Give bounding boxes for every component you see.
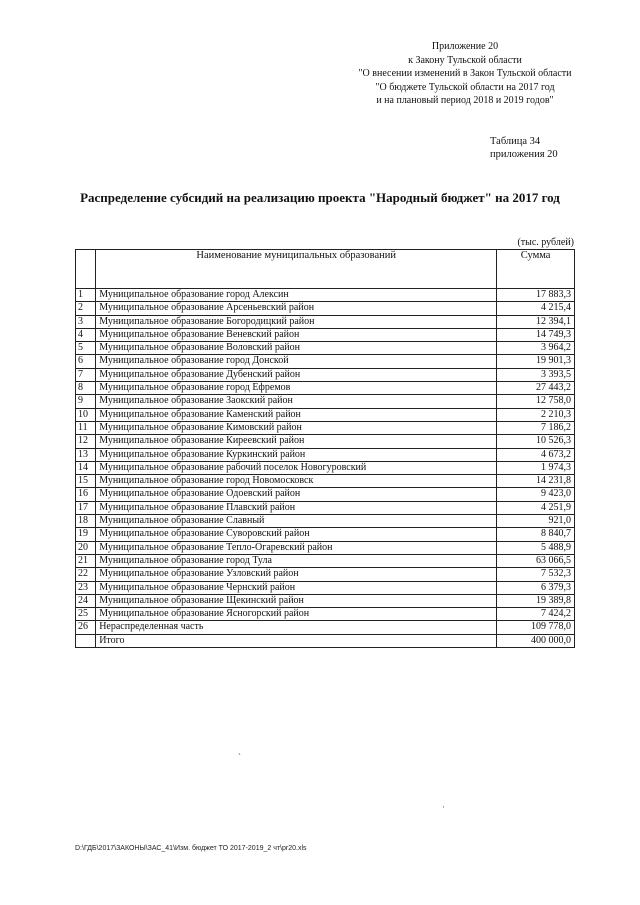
table-body xyxy=(76,289,575,648)
table-row xyxy=(76,342,575,355)
row-number: 19 xyxy=(76,528,96,541)
row-number: 22 xyxy=(76,568,96,581)
row-name: Муниципальное образование город Ефремов xyxy=(96,382,497,395)
table-row xyxy=(76,395,575,408)
row-sum: 17 883,3 xyxy=(497,289,575,302)
row-number: 20 xyxy=(76,541,96,554)
row-sum: 8 840,7 xyxy=(497,528,575,541)
row-sum: 7 186,2 xyxy=(497,421,575,434)
row-name: Муниципальное образование Ясногорский район xyxy=(96,608,497,621)
row-sum: 4 215,4 xyxy=(497,302,575,315)
row-sum: 19 389,8 xyxy=(497,594,575,607)
header-line: и на плановый период 2018 и 2019 годов" xyxy=(376,95,554,106)
table-row xyxy=(76,528,575,541)
table-appendix: приложения 20 xyxy=(490,149,558,160)
row-number: 7 xyxy=(76,368,96,381)
row-name: Муниципальное образование Воловский район xyxy=(96,342,497,355)
table-row xyxy=(76,448,575,461)
row-number: 16 xyxy=(76,488,96,501)
row-sum: 1 974,3 xyxy=(497,461,575,474)
row-number: 10 xyxy=(76,408,96,421)
row-name: Муниципальное образование город Донской xyxy=(96,355,497,368)
header-num-cell xyxy=(76,250,96,289)
table-row xyxy=(76,421,575,434)
row-sum: 19 901,3 xyxy=(497,355,575,368)
header-line: "О внесении изменений в Закон Тульской области xyxy=(358,68,572,79)
file-path: D:\ГДБ\2017\ЗАКОНЫ\ЗАС_41\Изм. бюджет ТО 2017-2019_2 чт\pr20.xls xyxy=(75,845,307,852)
row-sum: 4 673,2 xyxy=(497,448,575,461)
row-number: 23 xyxy=(76,581,96,594)
row-sum: 109 778,0 xyxy=(497,621,575,634)
units-label: (тыс. рублей) xyxy=(517,237,574,248)
row-sum: 400 000,0 xyxy=(497,634,575,647)
row-name: Муниципальное образование рабочий поселок Новогуровский xyxy=(96,461,497,474)
row-name: Итого xyxy=(96,634,497,647)
row-number: 14 xyxy=(76,461,96,474)
row-number: 1 xyxy=(76,289,96,302)
row-sum: 7 532,3 xyxy=(497,568,575,581)
table-row xyxy=(76,515,575,528)
header-line: к Закону Тульской области xyxy=(408,54,522,66)
appendix-header xyxy=(340,40,590,108)
row-number: 18 xyxy=(76,515,96,528)
table-row xyxy=(76,289,575,302)
row-number: 21 xyxy=(76,554,96,567)
row-number: 15 xyxy=(76,475,96,488)
row-number: 12 xyxy=(76,435,96,448)
row-number: 24 xyxy=(76,594,96,607)
row-name: Муниципальное образование Суворовский район xyxy=(96,528,497,541)
row-sum: 6 379,3 xyxy=(497,581,575,594)
row-number: 3 xyxy=(76,315,96,328)
row-name: Муниципальное образование город Новомосковск xyxy=(96,475,497,488)
row-name: Муниципальное образование Славный xyxy=(96,515,497,528)
row-sum: 27 443,2 xyxy=(497,382,575,395)
row-number: 8 xyxy=(76,382,96,395)
row-name: Муниципальное образование Чернский район xyxy=(96,581,497,594)
table-row xyxy=(76,382,575,395)
row-name: Муниципальное образование Тепло-Огаревский район xyxy=(96,541,497,554)
row-sum: 2 210,3 xyxy=(497,408,575,421)
row-sum: 3 393,5 xyxy=(497,368,575,381)
table-row xyxy=(76,594,575,607)
row-sum: 3 964,2 xyxy=(497,342,575,355)
row-number: 6 xyxy=(76,355,96,368)
row-number: 17 xyxy=(76,501,96,514)
row-number: 2 xyxy=(76,302,96,315)
table-row xyxy=(76,461,575,474)
row-name: Муниципальное образование Щекинский район xyxy=(96,594,497,607)
scan-mark: ` xyxy=(238,752,241,762)
row-name: Муниципальное образование Узловский район xyxy=(96,568,497,581)
row-name: Муниципальное образование Каменский район xyxy=(96,408,497,421)
row-sum: 7 424,2 xyxy=(497,608,575,621)
row-sum: 12 758,0 xyxy=(497,395,575,408)
row-number xyxy=(76,634,96,647)
table-row xyxy=(76,634,575,647)
table-row xyxy=(76,554,575,567)
row-number: 26 xyxy=(76,621,96,634)
row-name: Муниципальное образование Кимовский район xyxy=(96,421,497,434)
row-name: Муниципальное образование город Тула xyxy=(96,554,497,567)
table-number: Таблица 34 xyxy=(490,136,541,147)
table-row xyxy=(76,355,575,368)
table-header-row xyxy=(76,250,575,289)
row-sum: 14 749,3 xyxy=(497,328,575,341)
row-name: Муниципальное образование Дубенский район xyxy=(96,368,497,381)
row-sum: 5 488,9 xyxy=(497,541,575,554)
table-row xyxy=(76,501,575,514)
scan-mark: · xyxy=(442,802,445,812)
row-number: 5 xyxy=(76,342,96,355)
row-number: 4 xyxy=(76,328,96,341)
row-sum: 14 231,8 xyxy=(497,475,575,488)
row-name: Муниципальное образование Киреевский район xyxy=(96,435,497,448)
row-number: 25 xyxy=(76,608,96,621)
header-line: Приложение 20 xyxy=(431,41,499,52)
row-sum: 63 066,5 xyxy=(497,554,575,567)
table-reference xyxy=(490,135,580,161)
table-row xyxy=(76,488,575,501)
row-name: Муниципальное образование Плавский район xyxy=(96,501,497,514)
table-row xyxy=(76,475,575,488)
table-row xyxy=(76,568,575,581)
row-number: 9 xyxy=(76,395,96,408)
table-row xyxy=(76,435,575,448)
row-sum: 9 423,0 xyxy=(497,488,575,501)
row-name: Муниципальное образование Заокский район xyxy=(96,395,497,408)
table-row xyxy=(76,368,575,381)
table-row xyxy=(76,541,575,554)
row-sum: 10 526,3 xyxy=(497,435,575,448)
row-name: Муниципальное образование Куркинский район xyxy=(96,448,497,461)
row-sum: 4 251,9 xyxy=(497,501,575,514)
header-name-cell: Наименование муниципальных образований xyxy=(96,250,497,289)
row-name: Муниципальное образование город Алексин xyxy=(96,289,497,302)
table-row xyxy=(76,581,575,594)
row-name: Нераспределенная часть xyxy=(96,621,497,634)
subsidy-table xyxy=(75,249,575,648)
row-name: Муниципальное образование Богородицкий район xyxy=(96,315,497,328)
row-number: 11 xyxy=(76,421,96,434)
header-line: "О бюджете Тульской области на 2017 год xyxy=(375,81,555,93)
row-sum: 921,0 xyxy=(497,515,575,528)
row-name: Муниципальное образование Веневский район xyxy=(96,328,497,341)
table-row xyxy=(76,315,575,328)
row-name: Муниципальное образование Арсеньевский район xyxy=(96,302,497,315)
row-name: Муниципальное образование Одоевский район xyxy=(96,488,497,501)
row-sum: 12 394,1 xyxy=(497,315,575,328)
table-row xyxy=(76,328,575,341)
row-number: 13 xyxy=(76,448,96,461)
table-row xyxy=(76,621,575,634)
document-title: Распределение субсидий на реализацию проекта "Народный бюджет" на 2017 год xyxy=(80,190,560,205)
header-sum-cell: Сумма xyxy=(497,250,575,289)
table-row xyxy=(76,302,575,315)
table-row xyxy=(76,608,575,621)
table-row xyxy=(76,408,575,421)
